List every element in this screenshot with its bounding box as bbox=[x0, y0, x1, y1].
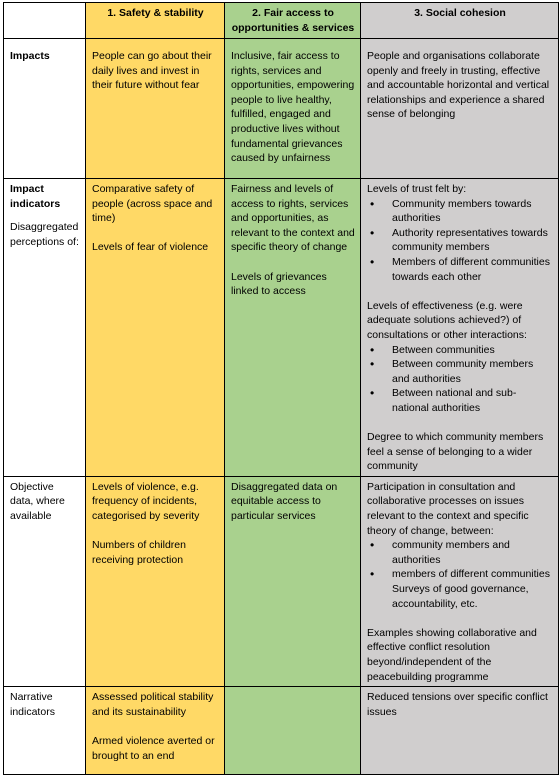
objective-data-fair-cell bbox=[225, 476, 361, 686]
trust-list-item: • Authority representatives towards community members bbox=[392, 226, 553, 255]
narrative-safety-item: Armed violence averted or brought to an end bbox=[92, 734, 215, 762]
participation-list-item: • members of different communities Surveys of good governance, accountability, etc. bbox=[392, 567, 553, 611]
impact-indicators-fair-cell bbox=[225, 179, 361, 477]
effectiveness-list-item: • Between community members and authorities bbox=[392, 357, 553, 386]
trust-list-item: • Members of different communities towards each other bbox=[392, 255, 553, 284]
participation-list bbox=[367, 538, 553, 611]
objective-data-label-cell bbox=[4, 476, 86, 686]
objective-data-fair-text: Disaggregated data on equitable access to particular services bbox=[231, 480, 338, 523]
effectiveness-list-item: • Between communities bbox=[392, 343, 553, 358]
impact-indicators-safety-cell bbox=[86, 179, 225, 477]
objective-data-safety-cell bbox=[86, 476, 225, 686]
objective-data-safety-item: Levels of violence, e.g. frequency of incidents, categorised by severity bbox=[92, 480, 200, 523]
impacts-cohesion-cell bbox=[361, 39, 559, 179]
trust-list bbox=[367, 197, 553, 285]
impacts-label-cell bbox=[4, 39, 86, 179]
examples-text: Examples showing collaborative and effective conflict resolution beyond/independent of the peacebuilding programme bbox=[367, 626, 537, 683]
impact-indicators-row bbox=[4, 179, 559, 477]
narrative-safety-item: Assessed political stability and its sustainability bbox=[92, 691, 214, 718]
impacts-cohesion-text: People and organisations collaborate openly and freely in trusting, effective and accountable horizontal and vertical relationships and experience a shared sense of belonging bbox=[367, 50, 550, 121]
narrative-cohesion-text: Reduced tensions over specific conflict issues bbox=[367, 691, 548, 718]
impacts-fair-text: Inclusive, fair access to rights, services and opportunities, empowering people to live healthy, fulfilled, engaged and productive lives without fundamental grievances caused by unfairness bbox=[231, 50, 355, 165]
impact-indicators-cohesion-cell bbox=[361, 179, 559, 477]
header-fair-access: 2. Fair access to opportunities & services bbox=[225, 3, 361, 39]
trust-list-item: • Community members towards authorities bbox=[392, 197, 553, 226]
effectiveness-list bbox=[367, 343, 553, 416]
header-blank bbox=[4, 3, 86, 39]
impacts-fair-cell bbox=[225, 39, 361, 179]
effectiveness-list-item: • Between national and sub-national authorities bbox=[392, 386, 553, 415]
header-row bbox=[4, 3, 559, 39]
impact-indicators-fair-item: Fairness and levels of access to rights, services and opportunities, as relevant to the context and specific theory of change bbox=[231, 183, 355, 254]
indicator-table bbox=[3, 2, 559, 775]
belonging-text: Degree to which community members feel a sense of belonging to a wider community bbox=[367, 431, 544, 473]
impacts-safety-cell bbox=[86, 39, 225, 179]
objective-data-cohesion-cell bbox=[361, 476, 559, 686]
objective-data-label: Objective data, where available bbox=[10, 480, 65, 523]
impact-indicators-fair-item: Levels of grievances linked to access bbox=[231, 270, 327, 298]
header-safety-stability: 1. Safety & stability bbox=[86, 3, 225, 39]
participation-list-item: • community members and authorities bbox=[392, 538, 553, 567]
narrative-row bbox=[4, 687, 559, 775]
impacts-safety-text: People can go about their daily lives and invest in their future without fear bbox=[92, 50, 212, 92]
objective-data-safety-item: Numbers of children receiving protection bbox=[92, 539, 186, 566]
impacts-label: Impacts bbox=[10, 50, 50, 62]
impact-indicators-label-cell bbox=[4, 179, 86, 477]
trust-intro: Levels of trust felt by: bbox=[367, 183, 467, 195]
impact-indicators-safety-item: Comparative safety of people (across space and time) bbox=[92, 183, 213, 225]
participation-intro: Participation in consultation and collaborative processes on issues relevant to the context and specific theory of change, between: bbox=[367, 480, 529, 537]
header-social-cohesion: 3. Social cohesion bbox=[361, 3, 559, 39]
narrative-fair-cell bbox=[225, 687, 361, 775]
narrative-cohesion-cell bbox=[361, 687, 559, 775]
impact-indicators-sublabel: Disaggregated perceptions of: bbox=[10, 221, 79, 248]
impact-indicators-safety-item: Levels of fear of violence bbox=[92, 241, 209, 254]
impact-indicators-label: Impact indicators bbox=[10, 183, 61, 210]
narrative-safety-cell bbox=[86, 687, 225, 775]
narrative-label-cell bbox=[4, 687, 86, 775]
narrative-label: Narrative indicators bbox=[10, 691, 55, 718]
effectiveness-intro: Levels of effectiveness (e.g. were adequate solutions achieved?) of consultations or other interactions: bbox=[367, 299, 527, 341]
objective-data-row bbox=[4, 476, 559, 686]
impacts-row bbox=[4, 39, 559, 179]
